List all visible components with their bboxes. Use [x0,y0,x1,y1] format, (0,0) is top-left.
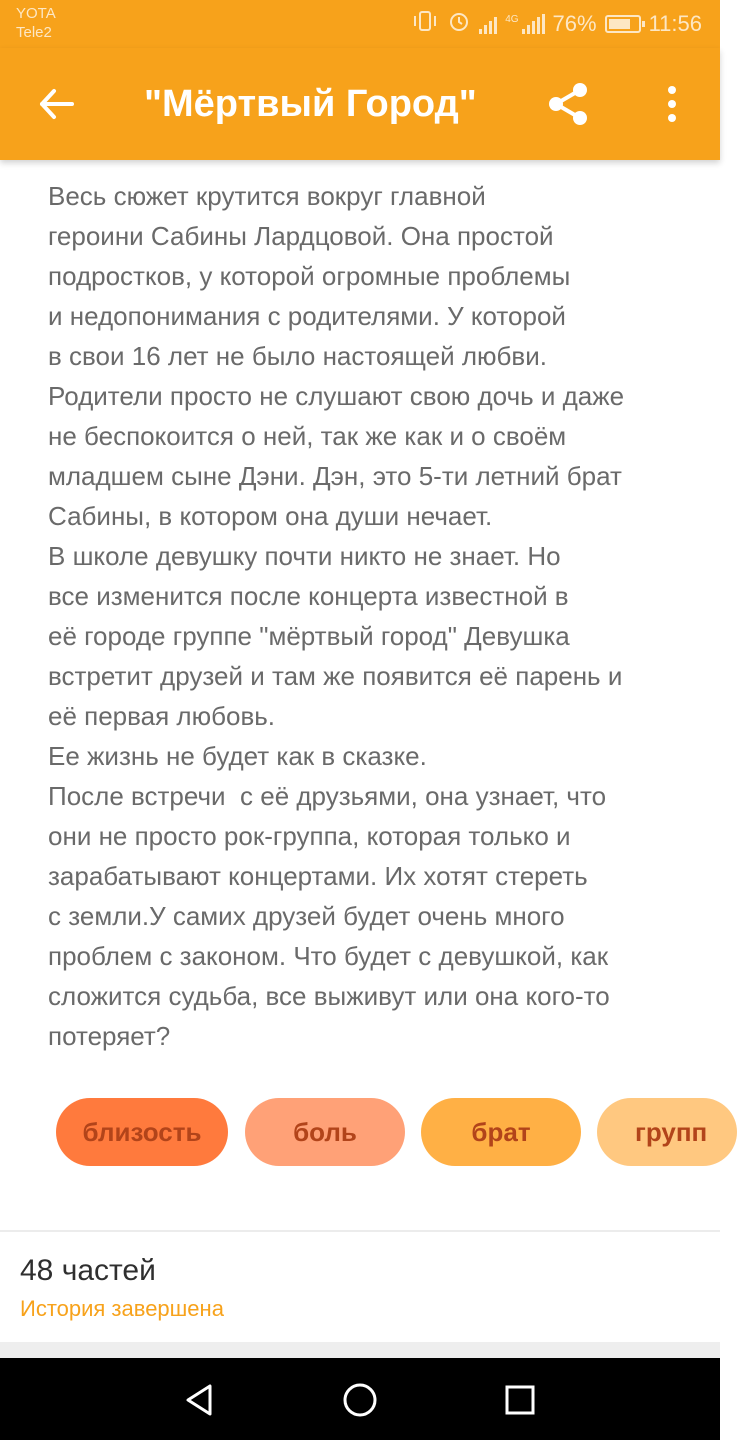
nav-home-circle-icon [336,1376,384,1424]
parts-count: 48 частей [20,1254,156,1287]
battery-fill [609,19,630,29]
share-icon [538,74,598,134]
divider [0,1230,720,1232]
nav-recents-button[interactable] [496,1376,544,1424]
carrier-2: Tele2 [16,24,52,41]
share-button[interactable] [538,74,598,134]
nav-recents-square-icon [496,1376,544,1424]
carrier-1: YOTA [16,5,56,22]
story-title: "Мёртвый Город" [144,83,477,125]
app-bar [0,48,720,160]
nav-home-button[interactable] [336,1376,384,1424]
divider-strip [0,1342,720,1358]
tag-list[interactable] [56,1098,708,1168]
tag-chip[interactable]: близость [56,1098,228,1166]
battery-icon [605,15,641,33]
tag-chip[interactable]: групп [597,1098,737,1166]
story-description: Весь сюжет крутится вокруг главной героини Сабины Лардцовой. Она простой подростков, у которой огромные проблемы и недопонимания с родителями. У которой в свои 16 лет не было настоящей любви. Родители просто не слушают свою дочь и даже не беспокоится о ней, так же как и о своём младшем сыне Дэни. Дэн, это 5-ти летний брат Сабины, в котором она души нечает. В школе девушку почти никто не знает. Но все изменится после концерта известной в её городе группе "мёртвый город" Девушка встретит друзей и там же появится её парень и её первая любовь. Ее жизнь не будет как в сказке. После встречи с её друзьями, она узнает, что они не просто рок-группа, которая только и зарабатывают концертами. Их хотят стереть с земли.У самих друзей будет очень много проблем с законом. Что будет с девушкой, как сложится судьба, все выживут или она кого-то потеряет? [48,181,625,1051]
battery-percent: 76% [552,11,597,36]
nav-back-button[interactable] [176,1376,224,1424]
tag-chip[interactable]: боль [245,1098,405,1166]
story-status: История завершена [20,1296,224,1321]
signal-icon [479,14,497,34]
more-vertical-icon [648,74,696,134]
clock: 11:56 [648,11,702,36]
vibrate-icon [411,10,439,38]
back-button[interactable] [30,76,86,132]
alarm-icon [447,9,471,39]
system-nav-bar [0,1358,720,1440]
status-bar [0,0,720,48]
arrow-left-icon [30,76,86,132]
status-icons [411,8,702,40]
more-options-button[interactable] [648,74,696,134]
nav-back-triangle-icon [176,1376,224,1424]
tag-chip[interactable]: брат [421,1098,581,1166]
signal-4g-icon: 4G [505,14,544,34]
carrier-names [16,4,56,42]
